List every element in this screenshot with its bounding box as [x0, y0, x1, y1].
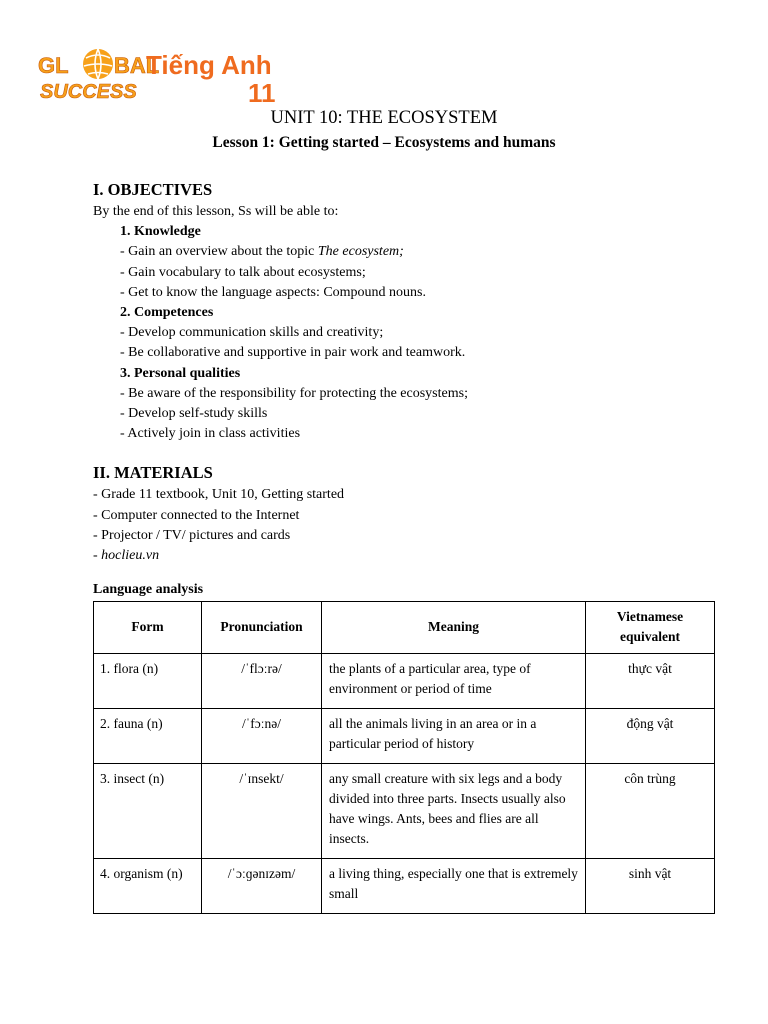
- column-header-form: Form: [94, 602, 202, 653]
- cell-pronunciation: /ˈfɔːnə/: [202, 708, 322, 763]
- table-header-row: [94, 602, 715, 653]
- topic-italic: The ecosystem;: [317, 244, 404, 260]
- cell-form: 2. fauna (n): [94, 708, 202, 763]
- personal-qualities-item: - Be aware of the responsibility for protecting the ecosystems;: [120, 385, 468, 401]
- lesson-body: [93, 178, 723, 914]
- column-header-vietnamese: Vietnamese equivalent: [586, 602, 715, 653]
- personal-qualities-label: 3. Personal qualities: [120, 365, 241, 381]
- column-header-pronunciation: Pronunciation: [202, 602, 322, 653]
- cell-vietnamese: động vật: [586, 708, 715, 763]
- table-row: [94, 763, 715, 858]
- cell-vietnamese: thực vật: [586, 653, 715, 708]
- cell-form: 4. organism (n): [94, 858, 202, 913]
- objectives-intro: By the end of this lesson, Ss will be able to:: [93, 204, 339, 219]
- cell-vietnamese: côn trùng: [586, 763, 715, 858]
- language-analysis-title: Language analysis: [93, 582, 204, 598]
- knowledge-item: - Get to know the language aspects: Compound nouns.: [120, 284, 427, 300]
- svg-text:BAL: BAL: [114, 53, 160, 78]
- cell-vietnamese: sinh vật: [586, 858, 715, 913]
- knowledge-item: - Gain vocabulary to talk about ecosystems;: [120, 264, 366, 280]
- logo-word-success: SUCCESS: [40, 81, 137, 103]
- logo-graphic: [36, 40, 276, 106]
- logo-brand-text: Tiếng Anh: [146, 50, 272, 80]
- cell-meaning: a living thing, especially one that is extremely small: [322, 858, 586, 913]
- objectives-heading: I. OBJECTIVES: [93, 180, 213, 199]
- cell-pronunciation: /ˈɔːɡənɪzəm/: [202, 858, 322, 913]
- lesson-subtitle: Lesson 1: Getting started – Ecosystems and humans: [212, 134, 556, 151]
- knowledge-item: - Gain an overview about the topic The ecosystem;: [120, 244, 404, 260]
- table-row: [94, 858, 715, 913]
- unit-title: UNIT 10: THE ECOSYSTEM: [270, 108, 498, 128]
- table-row: [94, 708, 715, 763]
- logo-word-global: GL: [38, 53, 69, 78]
- materials-item: - Computer connected to the Internet: [93, 507, 300, 523]
- table-row: [94, 653, 715, 708]
- materials-link-text: hoclieu.vn: [101, 548, 160, 564]
- competences-item: - Be collaborative and supportive in pair work and teamwork.: [120, 345, 466, 361]
- materials-item: - hoclieu.vn: [93, 548, 160, 564]
- cell-meaning: the plants of a particular area, type of environment or period of time: [322, 653, 586, 708]
- cell-pronunciation: /ˈflɔːrə/: [202, 653, 322, 708]
- personal-qualities-item: - Develop self-study skills: [120, 406, 268, 422]
- cell-meaning: all the animals living in an area or in a particular period of history: [322, 708, 586, 763]
- logo-grade-text: 11: [248, 78, 276, 106]
- cell-meaning: any small creature with six legs and a body divided into three parts. Insects usually also have wings. Ants, bees and flies are all insects.: [322, 763, 586, 858]
- language-analysis-table: [93, 601, 715, 913]
- global-success-logo: [36, 40, 276, 106]
- materials-item: - Grade 11 textbook, Unit 10, Getting started: [93, 487, 345, 503]
- materials-item: - Projector / TV/ pictures and cards: [93, 527, 291, 543]
- column-header-meaning: Meaning: [322, 602, 586, 653]
- cell-form: 3. insect (n): [94, 763, 202, 858]
- competences-item: - Develop communication skills and creativity;: [120, 325, 384, 341]
- knowledge-label: 1. Knowledge: [120, 224, 201, 240]
- cell-form: 1. flora (n): [94, 653, 202, 708]
- materials-heading: II. MATERIALS: [93, 463, 213, 483]
- cell-pronunciation: /ˈɪnsekt/: [202, 763, 322, 858]
- personal-qualities-item: - Actively join in class activities: [120, 426, 301, 442]
- competences-label: 2. Competences: [120, 305, 214, 321]
